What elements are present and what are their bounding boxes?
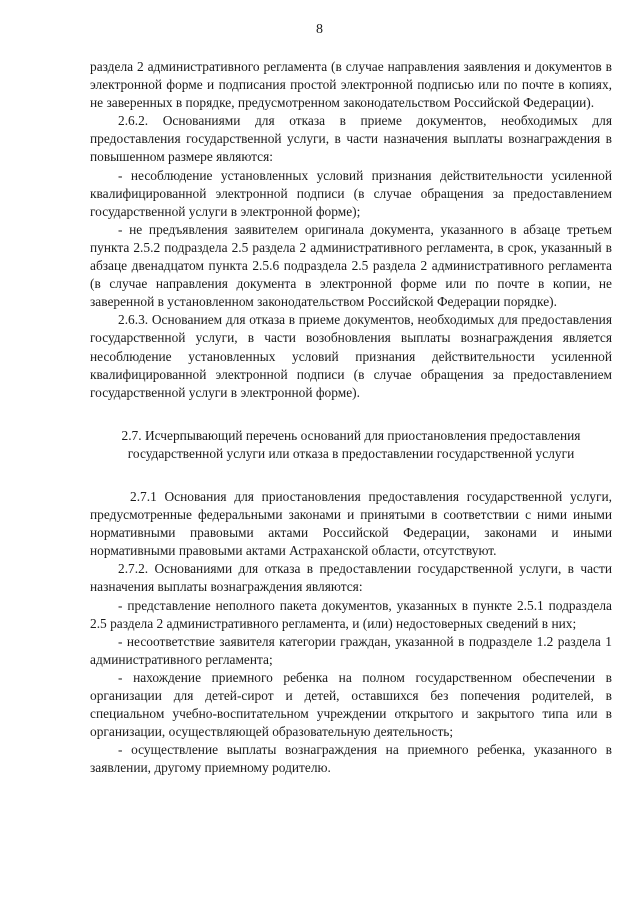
section-heading-2-7: [90, 427, 612, 463]
list-item-original-document: - не предъявления заявителем оригинала документа, указанного в абзаце третьем пункта 2.5.2 подраздела 2.5 раздела 2 административного регламента, в срок, указанный в абзаце двенадцатом пункта 2.5.6 подраздела 2.5 раздела 2 административного регламента (в случае направления документа в электронной форме или по почте в копии, не заверенной в установленном законодательством Российской Федерации порядке).: [90, 221, 612, 310]
list-item-other-parent: - осуществление выплаты вознаграждения на приемного ребенка, указанного в заявлении, другому приемному родителю.: [90, 742, 612, 776]
list-item-incomplete-documents: - представление неполного пакета документов, указанных в пункте 2.5.1 подраздела 2.5 раздела 2 административного регламента, и (или) недостоверных сведений в них;: [90, 597, 612, 631]
paragraph-2-6-2: 2.6.2. Основаниями для отказа в приеме документов, необходимых для предоставления государственной услуги, в части назначения выплаты вознаграждения в повышенном размере являются:: [90, 113, 612, 165]
paragraph-continuation: раздела 2 административного регламента (в случае направления заявления и документов в электронной форме и подписания простой электронной подписью или по почте в копиях, не заверенных в порядке, предусмотренном законодательством Российской Федерации).: [90, 59, 612, 111]
page-number: 8: [316, 22, 323, 37]
paragraph-2-7-2: 2.7.2. Основаниями для отказа в предоставлении государственной услуги, в части назначения выплаты вознаграждения являются:: [90, 561, 612, 595]
list-item-category-mismatch: - несоответствие заявителя категории граждан, указанной в подразделе 1.2 раздела 1 административного регламента;: [90, 633, 612, 667]
section-heading-line-2: государственной услуги или отказа в предоставлении государственной услуги: [127, 445, 575, 461]
paragraph-2-6-3: 2.6.3. Основанием для отказа в приеме документов, необходимых для предоставления государственной услуги, в части возобновления выплаты вознаграждения является несоблюдение установленных условий признания действительности усиленной квалифицированной электронной подписи (в случае обращения за предоставлением государственной услуги в электронной форме).: [90, 312, 612, 400]
paragraph-2-7-1: 2.7.1 Основания для приостановления предоставления государственной услуги, предусмотренные федеральными законами и принятыми в соответствии с ними иными нормативными правовыми актами Российской Федерации, законами и иными нормативными правовыми актами Астраханской области, отсутствуют.: [90, 488, 612, 559]
list-item-state-care: - нахождение приемного ребенка на полном государственном обеспечении в организации для детей-сирот и детей, оставшихся без попечения родителей, в специальном учебно-воспитательном учреждении открытого и закрытого типа или в организации, осуществляющей образовательную деятельность;: [90, 669, 612, 740]
section-heading-line-1: 2.7. Исчерпывающий перечень оснований для приостановления предоставления: [121, 427, 581, 443]
list-item-signature: - несоблюдение установленных условий признания действительности усиленной квалифицированной электронной подписи (в случае обращения за предоставлением государственной услуги в электронной форме);: [90, 167, 612, 219]
document-body: [90, 58, 612, 777]
